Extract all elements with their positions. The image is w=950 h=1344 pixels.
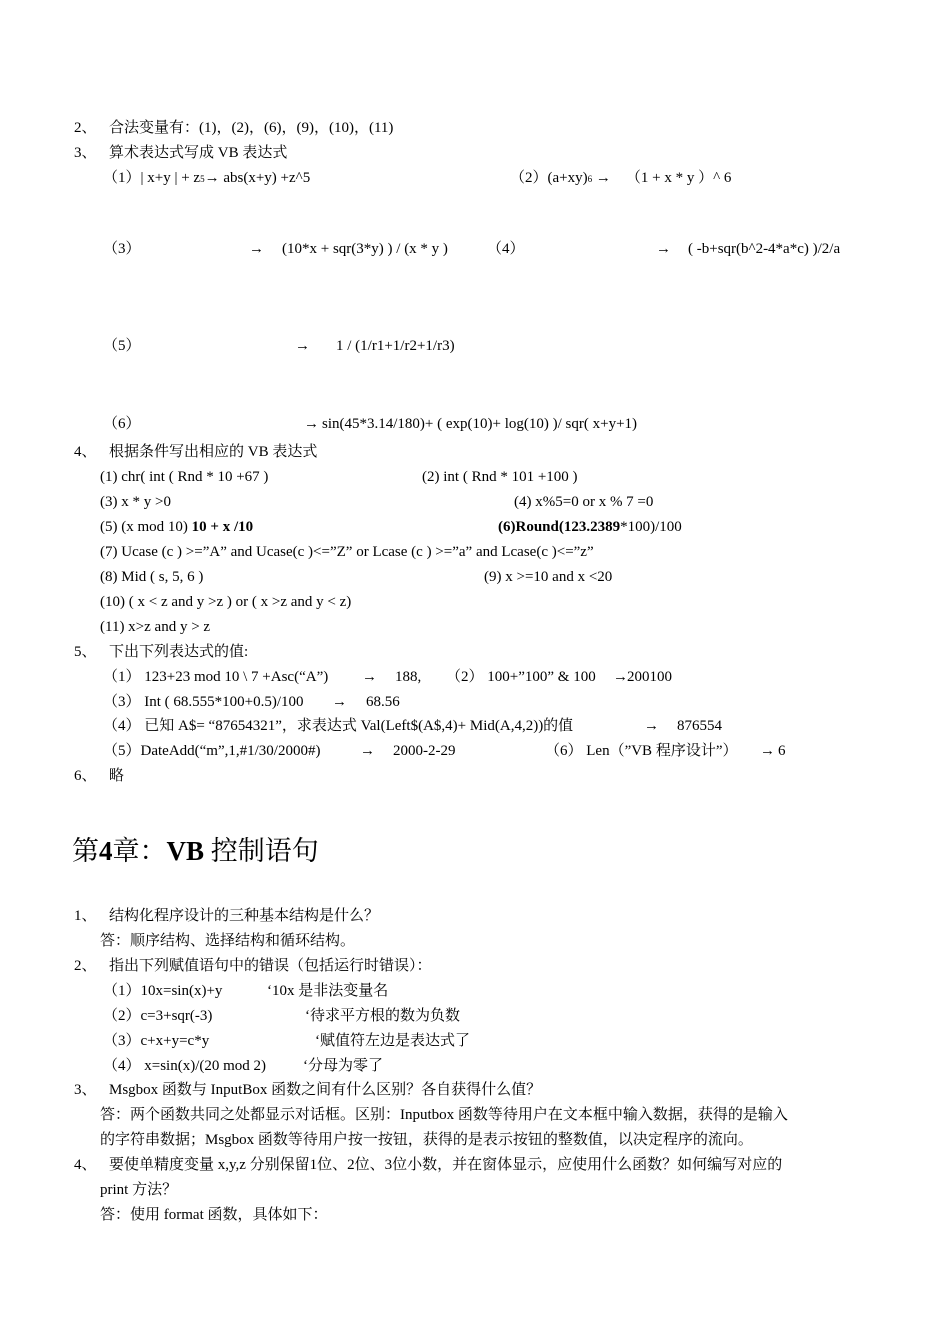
q4-item5-text: (5) (x mod 10) — [100, 519, 192, 535]
q5-item5-expr: （5）DateAdd(“m”,1,#1/30/2000#) — [103, 743, 321, 759]
arrow-icon: → — [362, 669, 377, 685]
c4-answer: 答：使用 format 函数，具体如下： — [100, 1207, 328, 1223]
q5-item6-value: 6 — [778, 743, 786, 759]
c2-question: 指出下列赋值语句中的错误（包括运行时错误）： — [109, 958, 432, 974]
q4-title: 根据条件写出相应的 VB 表达式 — [109, 444, 318, 460]
q5-item5-value: 2000-2-29 — [393, 743, 456, 759]
q4-item4: (4) x%5=0 or x % 7 =0 — [514, 494, 654, 510]
q4-item6-bold: (6)Round(123.2389 — [498, 519, 621, 535]
q5-item1-value: 188, — [395, 669, 422, 685]
q4-number: 4、 — [74, 444, 97, 460]
q3-item3-answer: (10*x + sqr(3*y) ) / (x * y ) — [282, 241, 448, 257]
c4-number: 4、 — [74, 1157, 97, 1173]
q3-item4-label: （4） — [487, 241, 525, 257]
q3-item1-answer: abs(x+y) +z^5 — [223, 170, 311, 186]
q4-item5-bold: 10 + x /10 — [191, 519, 254, 535]
q5-item1-expr: （1） 123+23 mod 10 \ 7 +Asc(“A”) — [103, 669, 329, 685]
chapter-number: 4 — [99, 836, 113, 866]
c2-item2-comment: ‘待求平方根的数为负数 — [305, 1008, 460, 1024]
c1-answer: 答：顺序结构、选择结构和循环结构。 — [100, 933, 356, 949]
q4-item7: (7) Ucase (c ) >=”A” and Ucase(c )<=”Z” or Lcase (c ) >=”a” and Lcase(c )<=”z” — [100, 544, 594, 560]
c1-question: 结构化程序设计的三种基本结构是什么？ — [109, 908, 380, 924]
c4-question-line2: print 方法？ — [100, 1182, 178, 1198]
q4-item6 — [498, 517, 682, 537]
q4-item11: (11) x>z and y > z — [100, 619, 211, 635]
c2-item3-comment: ‘赋值符左边是表达式了 — [315, 1033, 470, 1049]
q5-item3-value: 68.56 — [366, 694, 400, 710]
chapter-heading — [72, 834, 319, 868]
c3-number: 3、 — [74, 1082, 97, 1098]
q5-item6-expr: （6） Len（”VB 程序设计”） — [545, 743, 738, 759]
arrow-icon: → — [360, 743, 375, 759]
q3-item3-label: （3） — [103, 241, 141, 257]
q3-item2 — [510, 168, 731, 189]
chapter-mid: 章： — [112, 836, 167, 866]
chapter-prefix: 第 — [72, 836, 99, 866]
q4-item9: (9) x >=10 and x <20 — [484, 569, 613, 585]
q6-text: 略 — [109, 768, 125, 784]
q3-item2-sup: 6 — [587, 174, 593, 184]
q3-item6-label: （6） — [103, 416, 141, 432]
arrow-icon: → — [332, 694, 347, 710]
c4-question-line1: 要使单精度变量 x,y,z 分别保留1位、2位、3位小数，并在窗体显示，应使用什么函数？如何编写对应的 — [109, 1157, 783, 1173]
q5-item2-expr: （2） 100+”100” & 100 — [446, 669, 596, 685]
c2-item2-code: （2）c=3+sqr(-3) — [103, 1008, 213, 1024]
q4-item5 — [100, 517, 253, 537]
q3-item1-sup: 5 — [200, 174, 205, 184]
q5-item4-value: 876554 — [677, 718, 722, 734]
q3-item2-label: （2）(a+xy) — [510, 170, 588, 186]
q6-number: 6、 — [74, 768, 97, 784]
c2-item1-code: （1）10x=sin(x)+y — [103, 983, 223, 999]
q5-item3-expr: （3） Int ( 68.555*100+0.5)/100 — [103, 694, 304, 710]
arrow-icon: → — [613, 669, 628, 685]
q3-item2-answer: （1 + x * y ）^ 6 — [625, 170, 732, 186]
q3-item1-label: （1）| x+y | + z — [103, 170, 201, 186]
q3-item4-answer: ( -b+sqr(b^2-4*a*c) )/2/a — [688, 241, 841, 257]
q3-number: 3、 — [74, 145, 97, 161]
arrow-icon: → — [760, 743, 775, 759]
q4-item8: (8) Mid ( s, 5, 6 ) — [100, 569, 204, 585]
q3-title: 算术表达式写成 VB 表达式 — [109, 145, 288, 161]
chapter-title: 控制语句 — [204, 836, 319, 866]
arrow-icon: → — [304, 416, 319, 432]
q5-title: 下出下列表达式的值: — [109, 644, 249, 660]
c2-item3-code: （3）c+x+y=c*y — [103, 1033, 210, 1049]
q2-text: 合法变量有：(1)，(2)，(6)，(9)，(10)，(11) — [109, 120, 394, 136]
c3-answer-line2: 的字符串数据；Msgbox 函数等待用户按一按钮，获得的是表示按钮的整数值，以决定程序的流向。 — [100, 1132, 753, 1148]
chapter-vb: VB — [166, 836, 205, 866]
q4-item10: (10) ( x < z and y >z ) or ( x >z and y < z) — [100, 594, 352, 610]
c3-answer-line1: 答：两个函数共同之处都显示对话框。区别：Inputbox 函数等待用户在文本框中输入数据，获得的是输入 — [100, 1107, 788, 1123]
q4-item6-text: *100)/100 — [620, 519, 682, 535]
c2-item4-code: （4） x=sin(x)/(20 mod 2) — [103, 1058, 267, 1074]
arrow-icon: → — [249, 241, 264, 257]
arrow-icon: → — [644, 718, 659, 734]
c3-question: Msgbox 函数与 InputBox 函数之间有什么区别？各自获得什么值？ — [109, 1082, 542, 1098]
c2-item1-comment: ‘10x 是非法变量名 — [267, 983, 389, 999]
c1-number: 1、 — [74, 908, 97, 924]
arrow-icon: → — [656, 241, 671, 257]
q5-item4-expr: （4） 已知 A$= “87654321”，求表达式 Val(Left$(A$,4)+ Mid(A,4,2))的值 — [103, 718, 574, 734]
q5-number: 5、 — [74, 644, 97, 660]
q3-item5-label: （5） — [103, 338, 141, 354]
arrow-icon: → — [295, 338, 310, 354]
c2-item4-comment: ‘分母为零了 — [303, 1058, 383, 1074]
q3-item1 — [103, 168, 310, 189]
c2-number: 2、 — [74, 958, 97, 974]
q5-item2-value: 200100 — [627, 669, 672, 685]
arrow-icon: → — [204, 170, 220, 186]
q2-number: 2、 — [74, 120, 97, 136]
q4-item3: (3) x * y >0 — [100, 494, 171, 510]
q4-item1: (1) chr( int ( Rnd * 10 +67 ) — [100, 469, 269, 485]
q4-item2: (2) int ( Rnd * 101 +100 ) — [422, 469, 578, 485]
arrow-icon: → — [595, 170, 611, 186]
q3-item5-answer: 1 / (1/r1+1/r2+1/r3) — [336, 338, 455, 354]
q3-item6-answer: sin(45*3.14/180)+ ( exp(10)+ log(10) )/ sqr( x+y+1) — [322, 416, 638, 432]
